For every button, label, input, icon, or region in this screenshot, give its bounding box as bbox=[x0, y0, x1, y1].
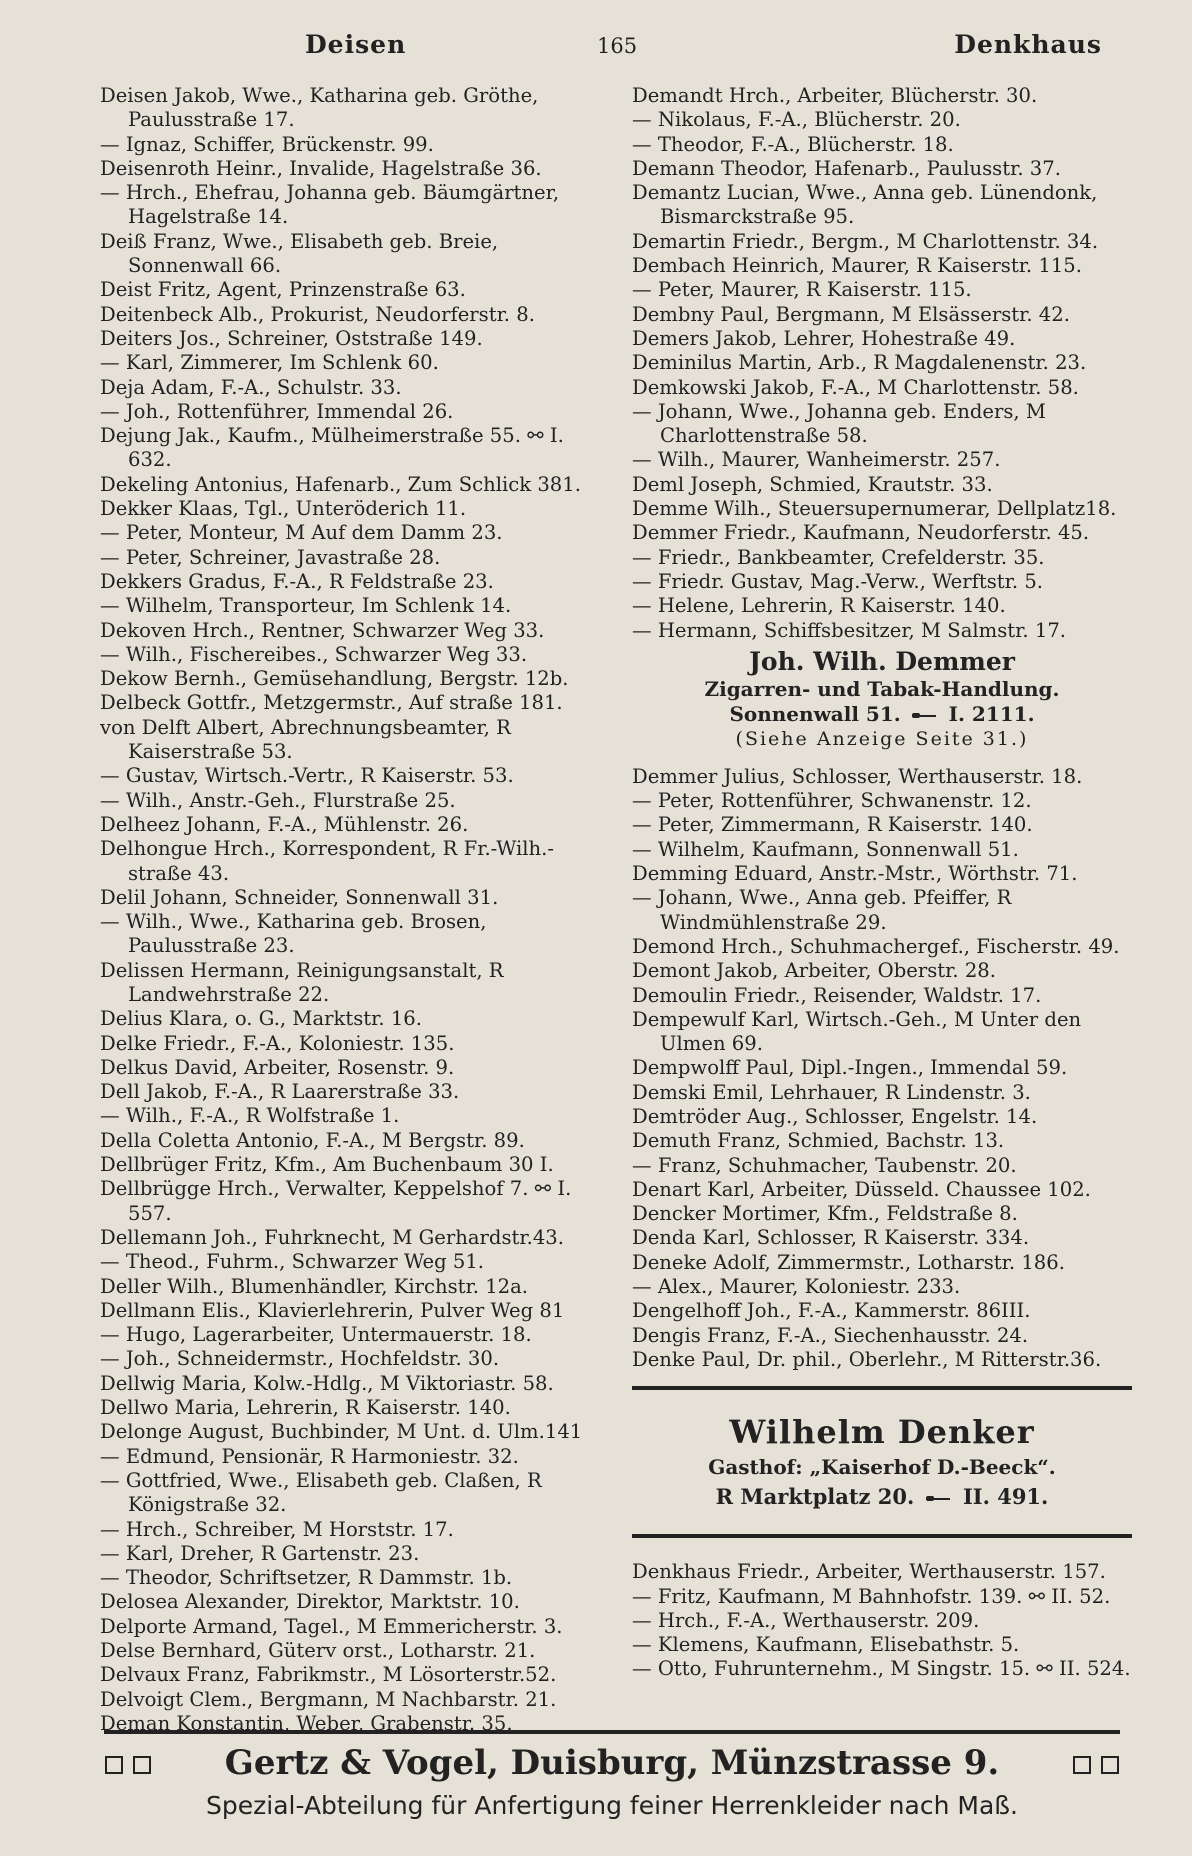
directory-entry: Demming Eduard, Anstr.-Mstr., Wörthstr. 71. bbox=[632, 862, 1078, 886]
directory-entry: Demantz Lucian, Wwe., Anna geb. Lünendonk, Bismarckstraße 95. bbox=[632, 181, 1098, 229]
directory-entry: — Wilh., F.-A., R Wolfstraße 1. bbox=[100, 1104, 400, 1128]
directory-entry: Deja Adam, F.-A., Schulstr. 33. bbox=[100, 375, 402, 399]
telephone-icon bbox=[926, 1494, 952, 1503]
directory-entry: Demers Jakob, Lehrer, Hohestraße 49. bbox=[632, 326, 1016, 350]
directory-entry: Dellbrüger Fritz, Kfm., Am Buchenbaum 30 I. bbox=[100, 1153, 554, 1177]
directory-entry: — Helene, Lehrerin, R Kaiserstr. 140. bbox=[632, 594, 1006, 618]
directory-entry: Delbeck Gottfr., Metzgermstr., Auf straße 181. bbox=[100, 691, 563, 715]
directory-entry: — Karl, Dreher, R Gartenstr. 23. bbox=[100, 1541, 420, 1565]
directory-entry: Demtröder Aug., Schlosser, Engelstr. 14. bbox=[632, 1104, 1038, 1128]
directory-entry: Dembny Paul, Bergmann, M Elsässerstr. 42. bbox=[632, 302, 1070, 326]
right-column bbox=[632, 84, 1132, 1682]
directory-entry: Denda Karl, Schlosser, R Kaiserstr. 334. bbox=[632, 1226, 1030, 1250]
directory-entry: Deller Wilh., Blumenhändler, Kirchstr. 12a. bbox=[100, 1274, 529, 1298]
bottom-ad-title: Gertz & Vogel, Duisburg, Münzstrasse 9. bbox=[224, 1743, 1000, 1783]
directory-entry: Delse Bernhard, Güterv orst., Lotharstr. 21. bbox=[100, 1639, 536, 1662]
directory-entry: Demann Theodor, Hafenarb., Paulusstr. 37. bbox=[632, 156, 1061, 180]
header-right-keyword: Denkhaus bbox=[954, 30, 1102, 59]
directory-entry: Demont Jakob, Arbeiter, Oberstr. 28. bbox=[632, 959, 996, 983]
directory-entry: Deman Konstantin, Weber, Grabenstr. 35. bbox=[100, 1711, 513, 1735]
directory-entry: Delil Johann, Schneider, Sonnenwall 31. bbox=[100, 885, 499, 909]
directory-entry: — Theod., Fuhrm., Schwarzer Weg 51. bbox=[100, 1250, 485, 1274]
directory-entry: — Theodor, Schriftsetzer, R Dammstr. 1b. bbox=[100, 1566, 513, 1590]
directory-entry: Dellmann Elis., Klavierlehrerin, Pulver Weg 81 bbox=[100, 1298, 565, 1322]
directory-entry: Deisen Jakob, Wwe., Katharina geb. Gröthe, Paulusstraße 17. bbox=[100, 84, 539, 132]
directory-entry: — Alex., Maurer, Koloniestr. 233. bbox=[632, 1275, 961, 1299]
directory-entry: Dengelhoff Joh., F.-A., Kammerstr. 86III. bbox=[632, 1299, 1031, 1323]
directory-entry: Delkus David, Arbeiter, Rosenstr. 9. bbox=[100, 1055, 455, 1079]
directory-entry: — Theodor, F.-A., Blücherstr. 18. bbox=[632, 132, 954, 156]
directory-entry: — Hrch., F.-A., Werthauserstr. 209. bbox=[632, 1608, 980, 1632]
directory-entry: Dekeling Antonius, Hafenarb., Zum Schlick 381. bbox=[100, 472, 581, 496]
directory-entry: Deiß Franz, Wwe., Elisabeth geb. Breie, Sonnenwall 66. bbox=[100, 229, 499, 278]
denker-advertisement bbox=[632, 1390, 1132, 1534]
directory-entry: Demoulin Friedr., Reisender, Waldstr. 17. bbox=[632, 983, 1042, 1007]
demmer-ad-name: Joh. Wilh. Demmer bbox=[749, 646, 1015, 676]
directory-entry: — Wilh., Maurer, Wanheimerstr. 257. bbox=[632, 448, 1001, 472]
directory-entry: — Johann, Wwe., Johanna geb. Enders, M Charlottenstraße 58. bbox=[632, 399, 1046, 448]
directory-entry: Deiters Jos., Schreiner, Oststraße 149. bbox=[100, 326, 483, 350]
directory-entry: Dekow Bernh., Gemüsehandlung, Bergstr. 12b. bbox=[100, 667, 569, 691]
bottom-divider-line bbox=[104, 1730, 1120, 1734]
directory-entry: Deisenroth Heinr., Invalide, Hagelstraße 36. bbox=[100, 156, 542, 180]
directory-entry: — Fritz, Kaufmann, M Bahnhofstr. 139. ⚯ II. 52. bbox=[632, 1584, 1111, 1608]
left-column bbox=[100, 84, 600, 1736]
directory-entry: Dempwolff Paul, Dipl.-Ingen., Immendal 59. bbox=[632, 1056, 1068, 1080]
directory-entry: — Klemens, Kaufmann, Elisebathstr. 5. bbox=[632, 1633, 1020, 1657]
directory-entry: Delonge August, Buchbinder, M Unt. d. Ulm.141 bbox=[100, 1420, 583, 1444]
directory-entry: von Delft Albert, Abrechnungsbeamter, R Kaiserstraße 53. bbox=[100, 715, 511, 764]
directory-entry: Dellbrügge Hrch., Verwalter, Keppelshof 7. ⚯ I. 557. bbox=[100, 1177, 572, 1225]
directory-entry: Demartin Friedr., Bergm., M Charlottenstr. 34. bbox=[632, 229, 1099, 253]
directory-entry: Dekkers Gradus, F.-A., R Feldstraße 23. bbox=[100, 569, 494, 593]
directory-entry: — Ignaz, Schiffer, Brückenstr. 99. bbox=[100, 132, 434, 156]
directory-entry: — Wilh., Fischereibes., Schwarzer Weg 33. bbox=[100, 642, 528, 666]
directory-entry: Deist Fritz, Agent, Prinzenstraße 63. bbox=[100, 278, 466, 302]
directory-entry: Delvoigt Clem., Bergmann, M Nachbarstr. 21. bbox=[100, 1687, 557, 1711]
directory-entry: — Peter, Schreiner, Javastraße 28. bbox=[100, 545, 441, 569]
denker-ad-name: Wilhelm Denker bbox=[729, 1413, 1035, 1452]
directory-entry: Denkhaus Friedr., Arbeiter, Werthauserstr. 157. bbox=[632, 1560, 1106, 1584]
header-left-keyword: Deisen bbox=[305, 30, 407, 59]
directory-entry: Dellwig Maria, Kolw.-Hdlg., M Viktoriastr. 58. bbox=[100, 1371, 554, 1395]
directory-entry: Demuth Franz, Schmied, Bachstr. 13. bbox=[632, 1129, 1005, 1153]
directory-entry: — Wilhelm, Kaufmann, Sonnenwall 51. bbox=[632, 837, 1019, 861]
denker-ad-gasthof: Gasthof: „Kaiserhof D.-Beeck“. bbox=[708, 1455, 1056, 1480]
directory-entry: Denke Paul, Dr. phil., Oberlehr., M Ritterstr.36. bbox=[632, 1347, 1102, 1371]
directory-entry: — Hrch., Schreiber, M Horststr. 17. bbox=[100, 1517, 454, 1541]
demmer-ad-phone: I. 2111. bbox=[948, 701, 1035, 726]
directory-entry: Dengis Franz, F.-A., Siechenhausstr. 24. bbox=[632, 1323, 1029, 1347]
directory-entry: Delke Friedr., F.-A., Koloniestr. 135. bbox=[100, 1031, 455, 1055]
directory-entry: Demkowski Jakob, F.-A., M Charlottenstr. 58. bbox=[632, 375, 1079, 399]
directory-entry: — Hermann, Schiffsbesitzer, M Salmstr. 17. bbox=[632, 618, 1067, 642]
directory-entry: Dekoven Hrch., Rentner, Schwarzer Weg 33. bbox=[100, 618, 545, 642]
directory-entry: — Peter, Monteur, M Auf dem Damm 23. bbox=[100, 521, 503, 545]
directory-entry: Delhongue Hrch., Korrespondent, R Fr.-Wilh.-straße 43. bbox=[100, 837, 555, 885]
telephone-icon bbox=[912, 711, 938, 720]
decorative-squares bbox=[1068, 1742, 1124, 1784]
directory-entry: Delosea Alexander, Direktor, Marktstr. 10. bbox=[100, 1590, 520, 1614]
directory-entry: — Friedr., Bankbeamter, Crefelderstr. 35. bbox=[632, 545, 1045, 569]
directory-entry: Delvaux Franz, Fabrikmstr., M Lösorterstr.52. bbox=[100, 1663, 557, 1687]
directory-entry: — Joh., Schneidermstr., Hochfeldstr. 30. bbox=[100, 1347, 500, 1371]
directory-entry: Demandt Hrch., Arbeiter, Blücherstr. 30. bbox=[632, 84, 1038, 107]
demmer-ad-address: Sonnenwall 51. bbox=[729, 701, 901, 726]
denker-ad-contact bbox=[632, 1482, 1132, 1512]
directory-entry: — Nikolaus, F.-A., Blücherstr. 20. bbox=[632, 108, 961, 132]
demmer-ad-contact bbox=[632, 702, 1132, 727]
directory-entry: Demmer Julius, Schlosser, Werthauserstr. 18. bbox=[632, 764, 1083, 788]
directory-entry: — Wilh., Wwe., Katharina geb. Brosen, Paulusstraße 23. bbox=[100, 910, 487, 958]
directory-entry: Dell Jakob, F.-A., R Laarerstraße 33. bbox=[100, 1080, 460, 1104]
directory-entry: Delporte Armand, Tagel., M Emmericherstr. 3. bbox=[100, 1614, 563, 1638]
page-number: 165 bbox=[597, 34, 638, 58]
decorative-squares bbox=[100, 1742, 156, 1784]
directory-entry: — Franz, Schuhmacher, Taubenstr. 20. bbox=[632, 1153, 1017, 1177]
demmer-advertisement bbox=[632, 647, 1132, 751]
directory-entry: Dembach Heinrich, Maurer, R Kaiserstr. 115. bbox=[632, 254, 1082, 278]
directory-entry: Deml Joseph, Schmied, Krautstr. 33. bbox=[632, 472, 993, 496]
directory-entry: Dekker Klaas, Tgl., Unteröderich 11. bbox=[100, 497, 467, 521]
directory-entry: Deitenbeck Alb., Prokurist, Neudorferstr. 8. bbox=[100, 302, 535, 326]
gertz-vogel-advertisement bbox=[100, 1742, 1124, 1826]
directory-entry: Delissen Hermann, Reinigungsanstalt, R Landwehrstraße 22. bbox=[100, 958, 504, 1006]
denker-ad-address: R Marktplatz 20. bbox=[715, 1484, 915, 1510]
directory-entry: — Gottfried, Wwe., Elisabeth geb. Claßen, R Königstraße 32. bbox=[100, 1468, 542, 1517]
directory-entry: Demme Wilh., Steuersupernumerar, Dellplatz18. bbox=[632, 497, 1117, 521]
demmer-ad-note: (Siehe Anzeige Seite 31.) bbox=[735, 727, 1029, 750]
directory-entry: — Johann, Wwe., Anna geb. Pfeiffer, R Windmühlenstraße 29. bbox=[632, 886, 1012, 934]
directory-entry: — Edmund, Pensionär, R Harmoniestr. 32. bbox=[100, 1444, 519, 1468]
directory-entry: Della Coletta Antonio, F.-A., M Bergstr. 89. bbox=[100, 1128, 525, 1152]
directory-entry: Demski Emil, Lehrhauer, R Lindenstr. 3. bbox=[632, 1080, 1031, 1104]
directory-entry: — Gustav, Wirtsch.-Vertr., R Kaiserstr. 53. bbox=[100, 764, 514, 788]
directory-entry: Dempewulf Karl, Wirtsch.-Geh., M Unter den Ulmen 69. bbox=[632, 1007, 1082, 1056]
directory-entry: — Wilh., Anstr.-Geh., Flurstraße 25. bbox=[100, 788, 456, 812]
directory-entry: Dellemann Joh., Fuhrknecht, M Gerhardstr.43. bbox=[100, 1225, 564, 1249]
right-entries-group-c bbox=[632, 1560, 1132, 1681]
directory-entry: Demmer Friedr., Kaufmann, Neudorferstr. 45. bbox=[632, 521, 1090, 545]
directory-entry: — Wilhelm, Transporteur, Im Schlenk 14. bbox=[100, 594, 512, 618]
directory-entry: Dejung Jak., Kaufm., Mülheimerstraße 55. ⚯ I. 632. bbox=[100, 424, 564, 472]
right-entries-group-b bbox=[632, 765, 1132, 1372]
directory-entry: — Hrch., Ehefrau, Johanna geb. Bäumgärtner, Hagelstraße 14. bbox=[100, 181, 560, 229]
directory-entry: Demond Hrch., Schuhmachergef., Fischerstr. 49. bbox=[632, 934, 1120, 958]
bottom-ad-subtitle: Spezial-Abteilung für Anfertigung feiner Herrenkleider nach Maß. bbox=[206, 1791, 1018, 1820]
directory-entry: Delheez Johann, F.-A., Mühlenstr. 26. bbox=[100, 812, 469, 836]
right-entries-group-a bbox=[632, 84, 1132, 643]
directory-entry: — Peter, Maurer, R Kaiserstr. 115. bbox=[632, 278, 972, 302]
directory-entry: — Karl, Zimmerer, Im Schlenk 60. bbox=[100, 351, 439, 375]
page-header bbox=[100, 30, 1112, 70]
directory-entry: — Hugo, Lagerarbeiter, Untermauerstr. 18. bbox=[100, 1323, 532, 1347]
directory-entry: — Otto, Fuhrunternehm., M Singstr. 15. ⚯ II. 524. bbox=[632, 1657, 1131, 1681]
directory-entry: — Peter, Zimmermann, R Kaiserstr. 140. bbox=[632, 813, 1033, 837]
directory-entry: Deneke Adolf, Zimmermstr., Lotharstr. 186. bbox=[632, 1250, 1065, 1274]
directory-entry: Denart Karl, Arbeiter, Düsseld. Chaussee 102. bbox=[632, 1177, 1091, 1201]
directory-entry: Deminilus Martin, Arb., R Magdalenenstr. 23. bbox=[632, 351, 1087, 375]
bottom-ad-headline bbox=[100, 1742, 1124, 1784]
directory-entry: Dencker Mortimer, Kfm., Feldstraße 8. bbox=[632, 1202, 1018, 1226]
directory-entry: — Peter, Rottenführer, Schwanenstr. 12. bbox=[632, 789, 1032, 813]
directory-entry: Dellwo Maria, Lehrerin, R Kaiserstr. 140. bbox=[100, 1396, 511, 1420]
demmer-ad-business: Zigarren- und Tabak-Handlung. bbox=[704, 676, 1060, 701]
directory-entry: — Friedr. Gustav, Mag.-Verw., Werftstr. 5. bbox=[632, 569, 1044, 593]
directory-entry: Delius Klara, o. G., Marktstr. 16. bbox=[100, 1007, 422, 1031]
denker-ad-phone: II. 491. bbox=[962, 1484, 1049, 1510]
directory-entry: — Joh., Rottenführer, Immendal 26. bbox=[100, 399, 454, 423]
